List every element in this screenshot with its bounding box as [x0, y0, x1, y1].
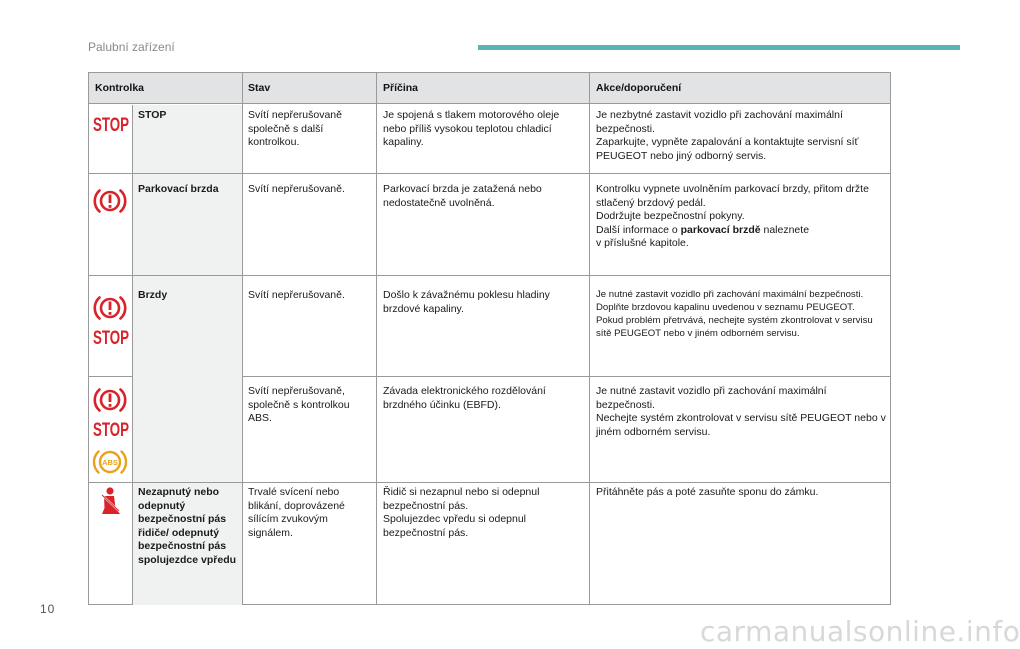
- stop-icon: [92, 326, 130, 353]
- column-header-kontrolka: Kontrolka: [95, 82, 145, 94]
- row-seatbelt-name: Nezapnutý nebo odepnutý bezpečnostní pás řidiče/ odepnutý bezpečnostní pás spolujezdce vpředu: [138, 486, 237, 566]
- table-header: [89, 73, 890, 104]
- brake-warning-icon: [93, 186, 127, 221]
- section-title: Palubní zařízení: [88, 40, 175, 54]
- row-brakes-name: Brzdy: [138, 289, 168, 301]
- row-parking-brake-state: Svítí nepřerušovaně.: [248, 183, 345, 195]
- row-parking-brake-name: Parkovací brzda: [138, 183, 219, 195]
- row-brakes-abs-cause: Závada elektronického rozdělování brzdného účinku (EBFD).: [383, 385, 546, 411]
- column-header-pricina: Příčina: [383, 82, 419, 94]
- svg-text:STOP: STOP: [93, 115, 130, 136]
- row-parking-brake-cause: Parkovací brzda je zatažená nebo nedostatečně uvolněná.: [383, 183, 542, 209]
- stop-icon: [92, 418, 130, 445]
- row-stop-action: Je nezbytné zastavit vozidlo při zachování maximální bezpečnosti. Zaparkujte, vypněte zapalování a kontaktujte servisní síť PEUGEOT nebo jiný odborný servis.: [596, 109, 859, 162]
- row-brakes-abs-action: Je nutné zastavit vozidlo při zachování maximální bezpečnosti. Nechejte systém zkontrolovat v servisu sítě PEUGEOT nebo v jiném odborném servisu.: [596, 385, 886, 438]
- page-number: 10: [40, 602, 56, 616]
- brake-warning-icon: [93, 293, 127, 328]
- svg-text:STOP: STOP: [93, 420, 130, 441]
- row-brakes-action: Je nutné zastavit vozidlo při zachování maximální bezpečnosti. Doplňte brzdovou kapalinu uvedenou v seznamu PEUGEOT. Pokud problém přetrvává, nechejte systém zkontrolovat v servisu sítě PEUGEOT nebo v jiném odborném servisu.: [596, 289, 873, 339]
- row-seatbelt-state: Trvalé svícení nebo blikání, doprovázené sílícím zvukovým signálem.: [248, 486, 345, 539]
- stop-icon: [92, 113, 130, 140]
- row-parking-brake-action: Kontrolku vypnete uvolněním parkovací brzdy, přitom držte stlačený brzdový pedál. Dodržujte bezpečnostní pokyny. Další informace o parkovací brzdě naleznete v příslušné kapitole.: [596, 183, 869, 250]
- row-brakes-state: Svítí nepřerušovaně.: [248, 289, 345, 301]
- row-brakes-cause: Došlo k závažnému poklesu hladiny brzdové kapaliny.: [383, 289, 550, 315]
- section-accent-bar: [478, 45, 960, 50]
- row-seatbelt-cause: Řidič si nezapnul nebo si odepnul bezpečnostní pás. Spolujezdec vpředu si odepnul bezpečnostní pás.: [383, 486, 540, 539]
- abs-icon: [93, 447, 127, 482]
- svg-text:STOP: STOP: [93, 328, 130, 349]
- column-header-akce: Akce/doporučení: [596, 82, 682, 94]
- row-stop-name: STOP: [138, 109, 167, 121]
- seatbelt-icon: [98, 486, 124, 521]
- row-stop-cause: Je spojená s tlakem motorového oleje nebo příliš vysokou teplotou chladicí kapaliny.: [383, 109, 560, 149]
- row-brakes-abs-state: Svítí nepřerušovaně, společně s kontrolkou ABS.: [248, 385, 350, 425]
- footer-watermark: carmanualsonline.info: [700, 615, 1020, 648]
- brake-warning-icon: [93, 385, 127, 420]
- column-header-stav: Stav: [248, 82, 271, 94]
- svg-text:ABS: ABS: [102, 458, 118, 467]
- row-stop-state: Svítí nepřerušovaně společně s další kontrolkou.: [248, 109, 342, 149]
- warning-lights-table: [88, 72, 891, 605]
- row-seatbelt-action: Přitáhněte pás a poté zasuňte sponu do zámku.: [596, 486, 819, 498]
